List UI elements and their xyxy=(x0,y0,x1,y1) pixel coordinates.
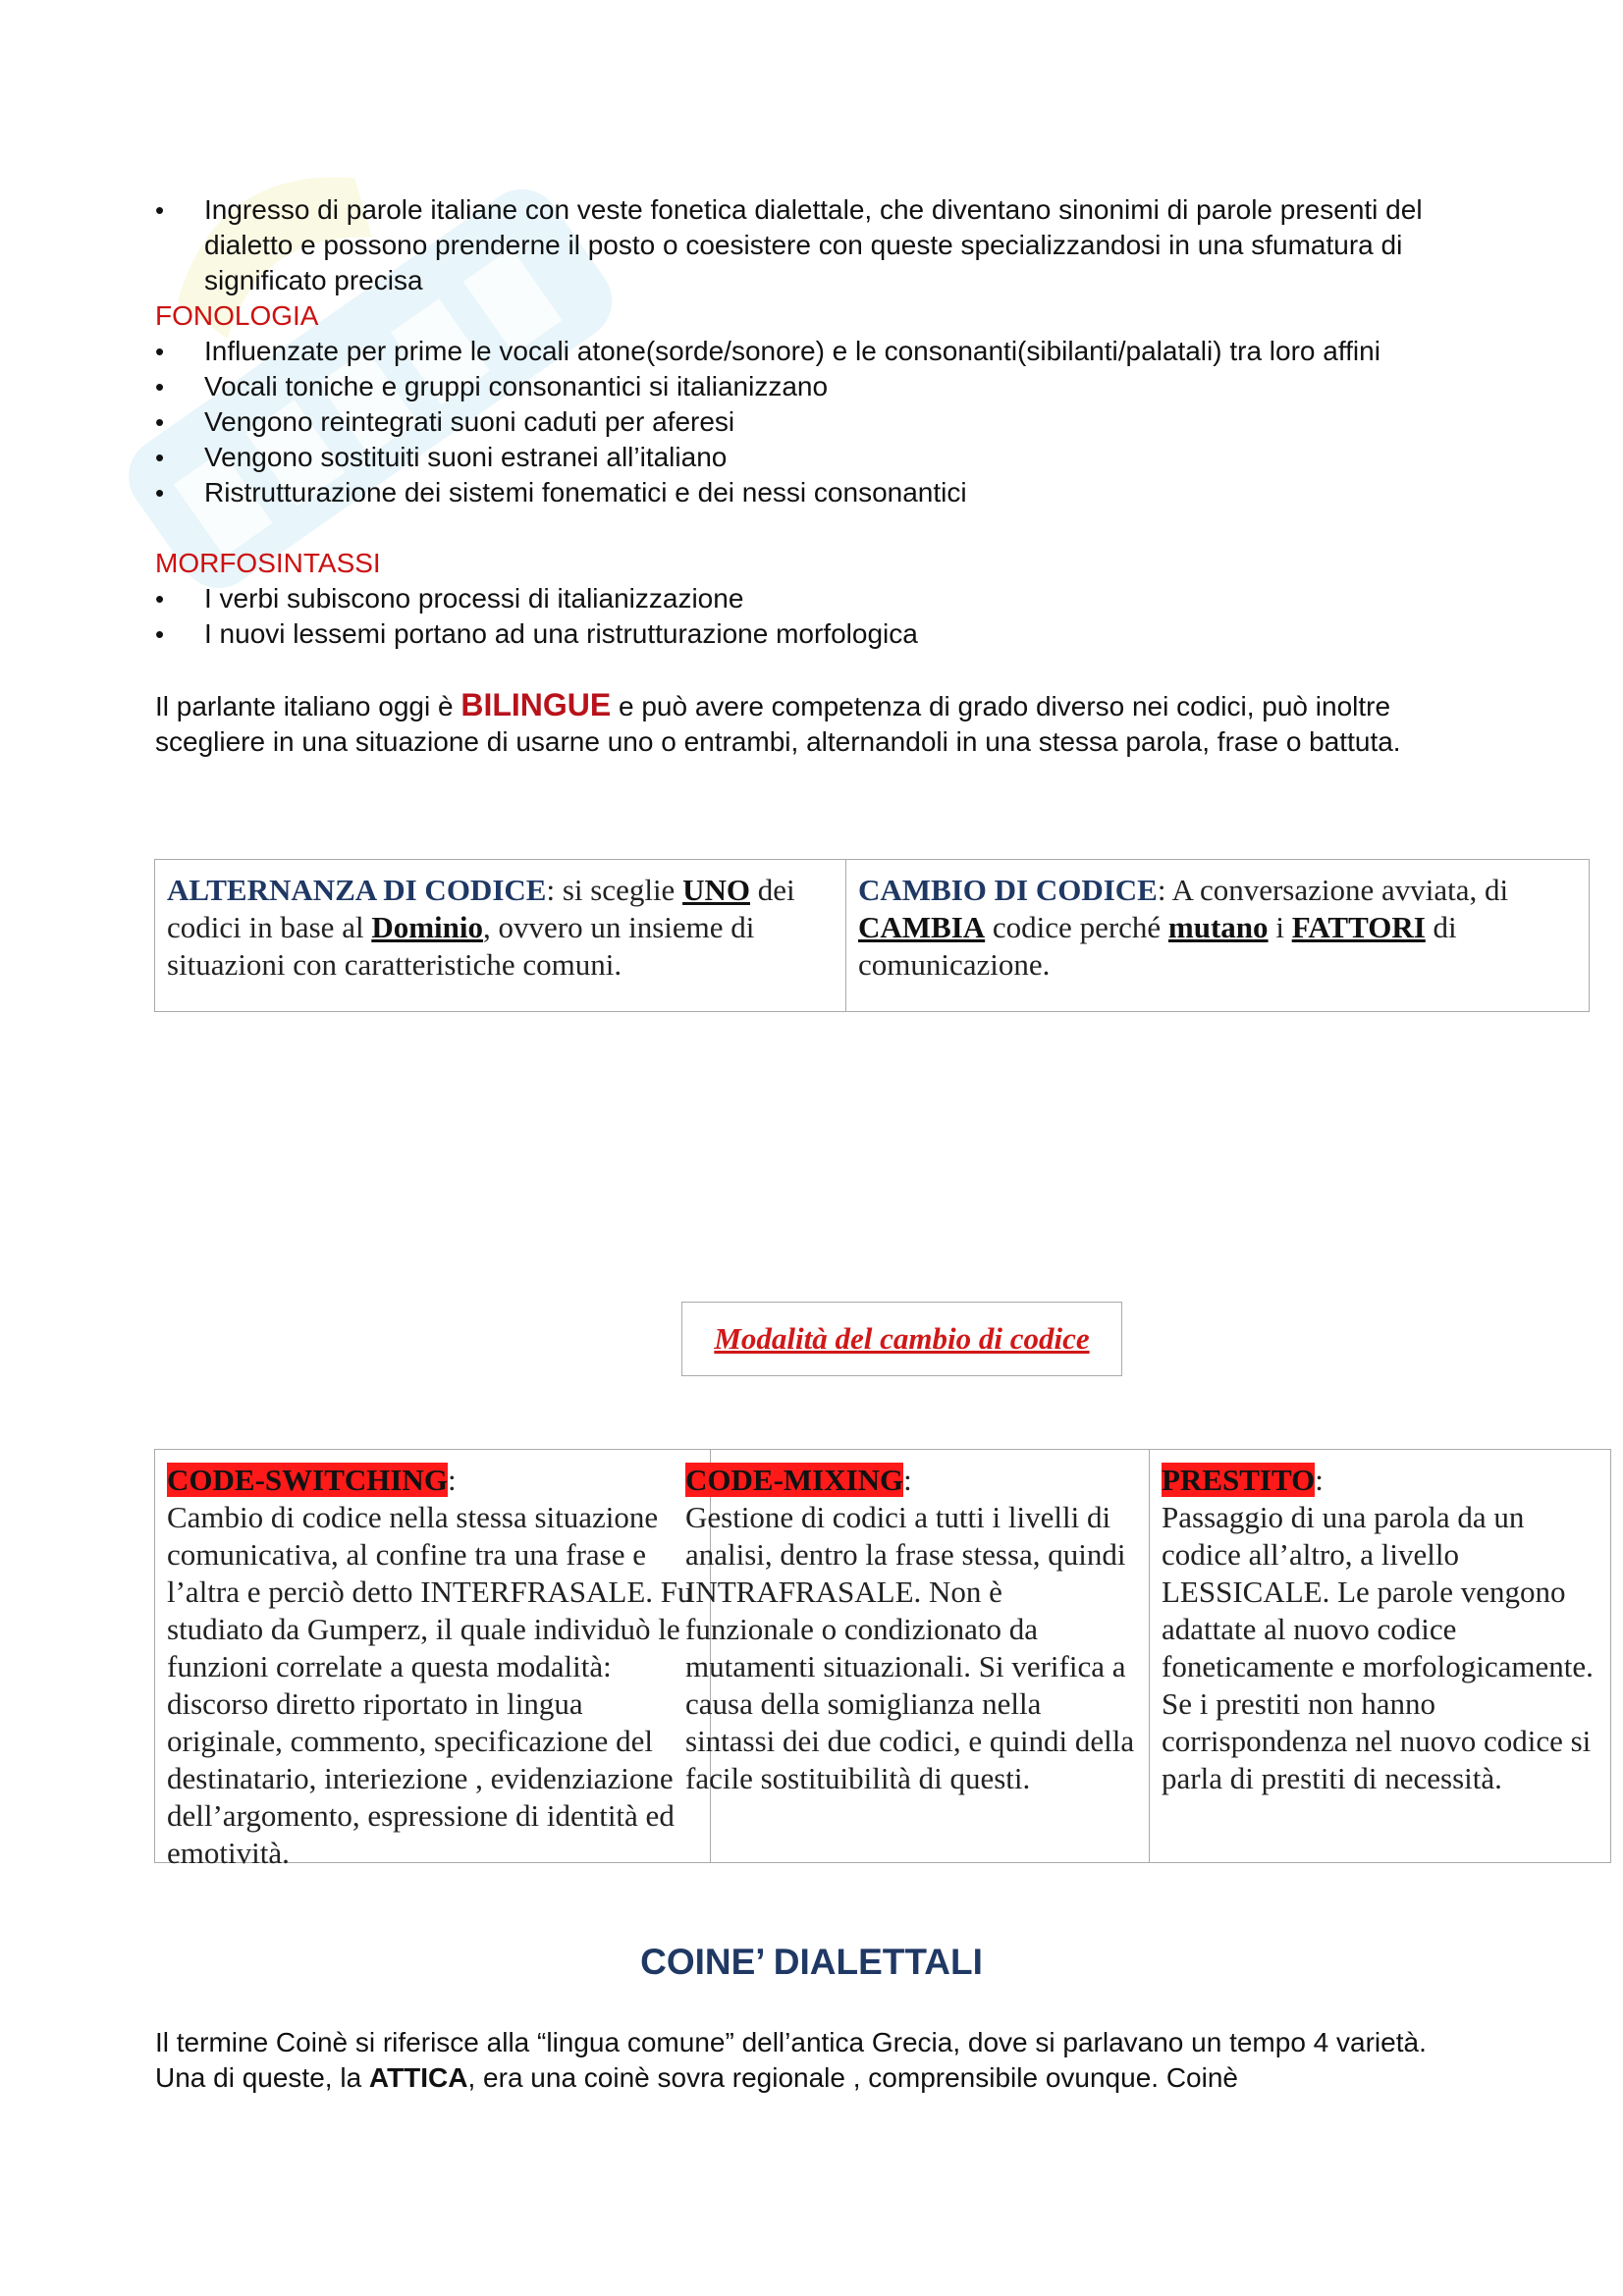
prestito-term: PRESTITO xyxy=(1162,1463,1316,1497)
code-mixing-cell: CODE-MIXING: Gestione di codici a tutti i livelli di analisi, dentro la frase stessa, quindi INTRAFRASALE. Non è funzionale o condizionato da mutamenti situazionali. Si verifica a causa della somiglianza nella sintassi dei due codici, e quindi della facile sostituibilità di questi. xyxy=(710,1450,1149,1862)
fattori-term: FATTORI xyxy=(1291,910,1426,944)
modality-table xyxy=(154,1449,1611,1870)
text-span: Il termine Coinè si riferisce alla “lingua comune” dell’antica Grecia, dove si parlavano un tempo 4 varietà. Una di queste, la xyxy=(155,2027,1427,2093)
modalita-title: Modalità del cambio di codice xyxy=(714,1321,1090,1356)
code-mixing-body: Gestione di codici a tutti i livelli di analisi, dentro la frase stessa, quindi INTRAFRASALE. Non è funzionale o condizionato da mutamenti situazionali. Si verifica a causa della somiglianza nella sintassi dei due codici, e quindi della facile sostituibilità di questi. xyxy=(685,1500,1135,1795)
dominio-term: Dominio xyxy=(371,910,483,944)
list-item: • Influenzate per prime le vocali atone(sorde/sonore) e le consonanti(sibilanti/palatali) tra loro affini xyxy=(155,334,1471,369)
coine-paragraph xyxy=(155,2025,1461,2096)
morfosintassi-list xyxy=(155,581,1471,652)
list-item: • Vengono reintegrati suoni caduti per aferesi xyxy=(155,404,1471,440)
code-switching-cell: CODE-SWITCHING: Cambio di codice nella stessa situazione comunicativa, al confine tra una frase e l’altra e perciò detto INTERFRASALE. Fu studiato da Gumperz, il quale individuò le funzioni correlate a questa modalità: discorso diretto riportato in lingua originale, commento, specificazione del destinatario, interiezione , evidenziazione dell’argomento, espressione di identità ed emotività. xyxy=(167,1463,693,1870)
code-mixing-term: CODE-MIXING xyxy=(685,1463,904,1497)
code-switching-term: CODE-SWITCHING xyxy=(167,1463,448,1497)
text-span: , ovvero un insieme di situazioni con caratteristiche comuni. xyxy=(167,910,755,982)
attica-term: ATTICA xyxy=(368,2062,468,2093)
text-span: Il parlante italiano oggi è xyxy=(155,691,461,721)
text-span: dei codici in base al xyxy=(167,873,795,944)
text-span: codice perché xyxy=(985,910,1168,944)
list-item: • Ristrutturazione dei sistemi fonematici e dei nessi consonantici xyxy=(155,475,1471,510)
text-span: , era una coinè sovra regionale , comprensibile ovunque. Coinè xyxy=(467,2062,1238,2093)
list-item: • Vocali toniche e gruppi consonantici si italianizzano xyxy=(155,369,1471,404)
cambio-term: CAMBIO DI CODICE xyxy=(858,873,1158,907)
prestito-cell: PRESTITO: Passaggio di una parola da un codice all’altro, a livello LESSICALE. Le parole vengono adattate al nuovo codice foneticamente e morfologicamente. Se i prestiti non hanno corrispondenza nel nuovo codice si parla di prestiti di necessità. xyxy=(1149,1450,1610,1862)
code-alternation-table xyxy=(154,859,1590,1012)
mutano-term: mutano xyxy=(1167,910,1269,944)
text-span: e può avere competenza di grado diverso nei codici, può inoltre scegliere in una situazione di usarne uno o entrambi, alternandoli in una stessa parola, frase o battuta. xyxy=(155,691,1401,757)
text-span: i xyxy=(1268,910,1292,944)
text-span: : A conversazione avviata, di xyxy=(1157,873,1509,907)
fonologia-heading: FONOLOGIA xyxy=(155,300,319,331)
list-item: • I nuovi lessemi portano ad una ristrutturazione morfologica xyxy=(155,616,1471,652)
intro-bullet-list xyxy=(155,192,1471,298)
prestito-body: Passaggio di una parola da un codice all’altro, a livello LESSICALE. Le parole vengono adattate al nuovo codice foneticamente e morfologicamente. Se i prestiti non hanno corrispondenza nel nuovo codice si parla di prestiti di necessità. xyxy=(1162,1500,1594,1795)
text-span: di comunicazione. xyxy=(858,910,1457,982)
modalita-title-box xyxy=(681,1302,1122,1376)
uno-term: UNO xyxy=(682,873,750,907)
coine-heading: COINE’ DIALETTALI xyxy=(640,1942,983,1982)
list-item: • I verbi subiscono processi di italianizzazione xyxy=(155,581,1471,616)
alternanza-cell xyxy=(155,860,845,1011)
cambia-term: CAMBIA xyxy=(858,910,986,944)
morfosintassi-heading: MORFOSINTASSI xyxy=(155,548,381,578)
cambio-cell xyxy=(845,860,1589,1011)
bilingue-highlight: BILINGUE xyxy=(460,687,612,722)
alternanza-term: ALTERNANZA DI CODICE xyxy=(167,873,547,907)
fonologia-list xyxy=(155,334,1471,510)
text-span: : si sceglie xyxy=(546,873,683,907)
list-item: • Ingresso di parole italiane con veste fonetica dialettale, che diventano sinonimi di parole presenti del dialetto e possono prenderne il posto o coesistere con queste specializzandosi in una sfumatura di significato precisa xyxy=(155,192,1471,298)
bilingue-paragraph xyxy=(155,687,1461,760)
code-switching-body: Cambio di codice nella stessa situazione comunicativa, al confine tra una frase e l’altra e perciò detto INTERFRASALE. Fu studiato da Gumperz, il quale individuò le funzioni correlate a questa modalità: discorso diretto riportato in lingua originale, commento, specificazione del destinatario, interiezione , evidenziazione dell’argomento, espressione di identità ed emotività. xyxy=(167,1500,693,1870)
list-item: • Vengono sostituiti suoni estranei all’italiano xyxy=(155,440,1471,475)
